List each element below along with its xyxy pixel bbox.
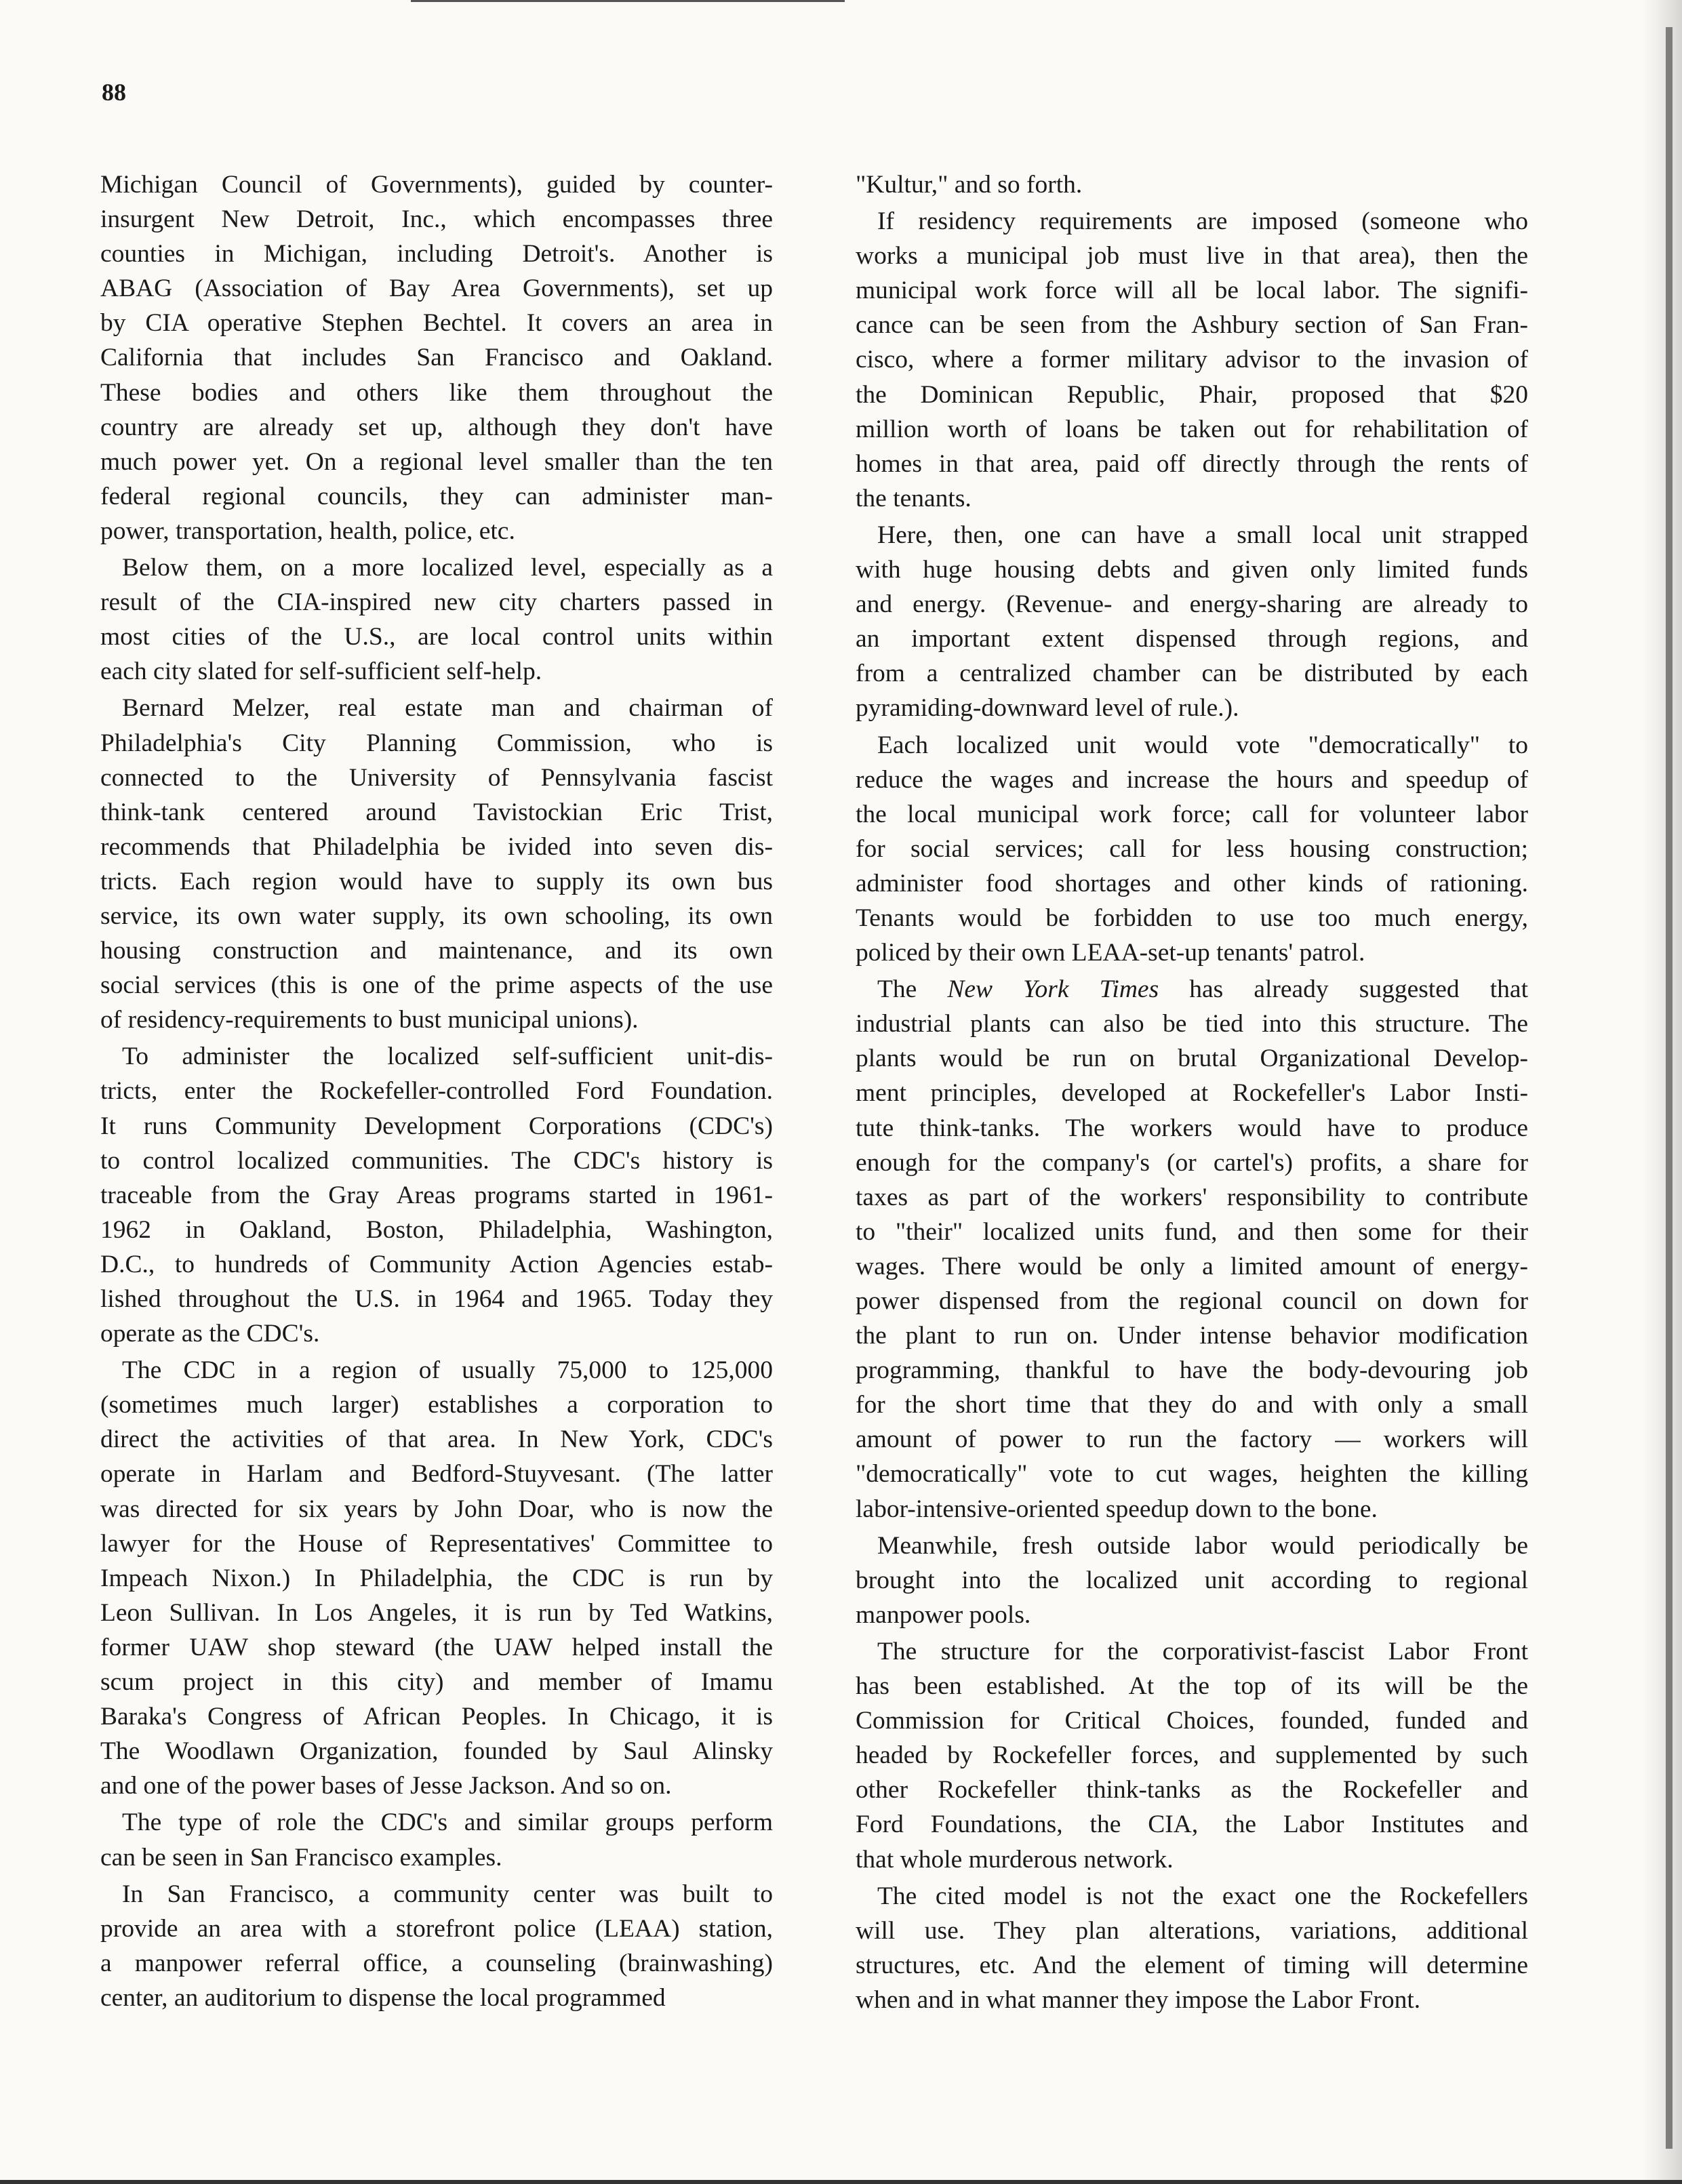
- text-line: federal regional councils, they can administer man-: [100, 482, 773, 510]
- text-line: to "their" localized units fund, and then some for their: [856, 1217, 1528, 1246]
- text-line: the Dominican Republic, Phair, proposed that $20: [856, 380, 1528, 409]
- text-line: provide an area with a storefront police (LEAA) station,: [100, 1914, 773, 1943]
- text-line: cance can be seen from the Ashbury section of San Fran-: [856, 311, 1528, 340]
- text-line: The CDC in a region of usually 75,000 to 125,000: [122, 1356, 773, 1385]
- text-line: "democratically" vote to cut wages, heighten the killing: [856, 1460, 1528, 1489]
- text-line: These bodies and others like them throughout the: [100, 378, 773, 407]
- text-line: can be seen in San Francisco examples.: [100, 1843, 502, 1872]
- paragraph: [100, 1353, 773, 1803]
- text-line: other Rockefeller think-tanks as the Rockefeller and: [856, 1776, 1528, 1804]
- text-line: In San Francisco, a community center was built to: [122, 1880, 773, 1908]
- text-line: from a centralized chamber can be distributed by each: [856, 660, 1528, 688]
- text-line: Tenants would be forbidden to use too much energy,: [856, 904, 1528, 932]
- text-line: scum project in this city) and member of Imamu: [100, 1668, 773, 1697]
- text-line: The Woodlawn Organization, founded by Saul Alinsky: [100, 1737, 773, 1766]
- text-line: for social services; call for less housing construction;: [856, 834, 1528, 863]
- text-line: think-tank centered around Tavistockian Eric Trist,: [100, 798, 773, 826]
- text-line: lawyer for the House of Representatives' Committee to: [100, 1529, 773, 1558]
- text-line: amount of power to run the factory — workers will: [856, 1425, 1528, 1454]
- text-line: will use. They plan alterations, variations, additional: [856, 1916, 1528, 1945]
- text-line: social services (this is one of the prime aspects of the use: [100, 971, 773, 1000]
- text-line: taxes as part of the workers' responsibility to contribute: [856, 1183, 1528, 1211]
- text-line: center, an auditorium to dispense the local programmed: [100, 1983, 666, 2012]
- text-line: tute think-tanks. The workers would have to produce: [856, 1114, 1528, 1142]
- top-rule: [411, 0, 845, 2]
- text-line: power, transportation, health, police, etc.: [100, 517, 515, 545]
- text-line: 1962 in Oakland, Boston, Philadelphia, Washington,: [100, 1215, 773, 1244]
- text-line: Impeach Nixon.) In Philadelphia, the CDC is run by: [100, 1564, 773, 1592]
- text-line: structures, etc. And the element of timing will determine: [856, 1951, 1528, 1979]
- text-line: The New York Times has already suggested that: [877, 975, 1528, 1004]
- text-line: power dispensed from the regional council on down for: [856, 1287, 1528, 1315]
- text-line: wages. There would be only a limited amount of energy-: [856, 1252, 1528, 1280]
- text-line: ABAG (Association of Bay Area Governments), set up: [100, 275, 773, 303]
- text-line: It runs Community Development Corporations (CDC's): [100, 1112, 773, 1140]
- text-line: policed by their own LEAA-set-up tenants' patrol.: [856, 939, 1365, 967]
- text-line: brought into the localized unit according to regional: [856, 1566, 1528, 1594]
- text-line: the local municipal work force; call for volunteer labor: [856, 800, 1528, 828]
- text-line: manpower pools.: [856, 1600, 1031, 1629]
- text-line: The cited model is not the exact one the Rockefellers: [877, 1882, 1528, 1910]
- text-line: Each localized unit would vote "democratically" to: [877, 731, 1528, 759]
- paragraph: [100, 1877, 773, 2015]
- text-line: Philadelphia's City Planning Commission, who is: [100, 729, 773, 757]
- paragraph: [856, 167, 1528, 202]
- text-line: homes in that area, paid off directly through the rents of: [856, 449, 1528, 478]
- text-line: If residency requirements are imposed (someone who: [877, 207, 1528, 236]
- text-line: to control localized communities. The CDC's history is: [100, 1146, 773, 1175]
- text-line: labor-intensive-oriented speedup down to the bone.: [856, 1495, 1378, 1523]
- paragraph: [856, 728, 1528, 971]
- paragraph: [856, 972, 1528, 1526]
- paragraph: [100, 550, 773, 689]
- paragraph: [100, 167, 773, 548]
- text-line: former UAW shop steward (the UAW helped install the: [100, 1633, 773, 1661]
- text-line: traceable from the Gray Areas programs started in 1961-: [100, 1181, 773, 1209]
- paragraph: [856, 204, 1528, 516]
- text-line: California that includes San Francisco and Oakland.: [100, 344, 773, 372]
- text-line: (sometimes much larger) establishes a corporation to: [100, 1391, 773, 1419]
- text-line: enough for the company's (or cartel's) profits, a share for: [856, 1148, 1528, 1177]
- text-line: that whole murderous network.: [856, 1845, 1174, 1874]
- text-line: Meanwhile, fresh outside labor would periodically be: [877, 1531, 1528, 1560]
- text-line: Below them, on a more localized level, especially as a: [122, 554, 773, 582]
- text-line: works a municipal job must live in that area), then the: [856, 242, 1528, 270]
- text-line: To administer the localized self-sufficient unit-dis-: [122, 1043, 773, 1071]
- text-line: Bernard Melzer, real estate man and chairman of: [122, 694, 773, 723]
- text-line: country are already set up, although they don't have: [100, 413, 773, 441]
- paragraph: [856, 1529, 1528, 1632]
- text-line: cisco, where a former military advisor to the invasion of: [856, 346, 1528, 374]
- text-line: Ford Foundations, the CIA, the Labor Institutes and: [856, 1811, 1528, 1839]
- text-line: a manpower referral office, a counseling (brainwashing): [100, 1949, 773, 1977]
- paragraph: [100, 691, 773, 1037]
- right-column: [856, 167, 1528, 2019]
- text-line: million worth of loans be taken out for rehabilitation of: [856, 415, 1528, 443]
- text-line: municipal work force will all be local labor. The signifi-: [856, 277, 1528, 305]
- text-line: with huge housing debts and given only limited funds: [856, 556, 1528, 584]
- text-line: most cities of the U.S., are local control units within: [100, 623, 773, 651]
- text-line: tricts. Each region would have to supply its own bus: [100, 867, 773, 895]
- text-line: lished throughout the U.S. in 1964 and 1965. Today they: [100, 1285, 773, 1313]
- binding-edge: [1643, 0, 1682, 2184]
- text-line: when and in what manner they impose the Labor Front.: [856, 1985, 1421, 2014]
- text-line: plants would be run on brutal Organizational Develop-: [856, 1045, 1528, 1073]
- text-line: Commission for Critical Choices, founded, funded and: [856, 1707, 1528, 1735]
- left-column: [100, 167, 773, 2017]
- text-line: counties in Michigan, including Detroit's. Another is: [100, 240, 773, 268]
- text-line: D.C., to hundreds of Community Action Agencies estab-: [100, 1250, 773, 1278]
- text-line: Michigan Council of Governments), guided by counter-: [100, 171, 773, 199]
- text-line: operate as the CDC's.: [100, 1320, 320, 1348]
- text-line: and one of the power bases of Jesse Jackson. And so on.: [100, 1772, 672, 1800]
- text-line: operate in Harlam and Bedford-Stuyvesant. (The latter: [100, 1460, 773, 1489]
- text-line: an important extent dispensed through regions, and: [856, 625, 1528, 653]
- text-line: connected to the University of Pennsylvania fascist: [100, 763, 773, 792]
- text-line: the tenants.: [856, 484, 972, 512]
- text-line: The structure for the corporativist-fascist Labor Front: [877, 1637, 1528, 1665]
- text-line: was directed for six years by John Doar, who is now the: [100, 1495, 773, 1523]
- bottom-rule: [0, 2180, 1682, 2184]
- text-line: programming, thankful to have the body-devouring job: [856, 1356, 1528, 1385]
- text-line: each city slated for self-sufficient self-help.: [100, 658, 542, 686]
- paragraph: [856, 1879, 1528, 2017]
- text-line: headed by Rockefeller forces, and supplemented by such: [856, 1741, 1528, 1770]
- text-line: direct the activities of that area. In New York, CDC's: [100, 1425, 773, 1454]
- text-line: industrial plants can also be tied into this structure. The: [856, 1010, 1528, 1038]
- text-line: Baraka's Congress of African Peoples. In Chicago, it is: [100, 1703, 773, 1731]
- text-line: "Kultur," and so forth.: [856, 171, 1083, 199]
- text-line: service, its own water supply, its own schooling, its own: [100, 902, 773, 930]
- paragraph: [100, 1039, 773, 1351]
- text-line: the plant to run on. Under intense behavior modification: [856, 1322, 1528, 1350]
- text-line: result of the CIA-inspired new city charters passed in: [100, 588, 773, 617]
- text-line: of residency-requirements to bust municipal unions).: [100, 1006, 639, 1034]
- text-line: Here, then, one can have a small local unit strapped: [877, 521, 1528, 549]
- page-number: 88: [102, 79, 126, 106]
- paragraph: [856, 1634, 1528, 1877]
- text-line: ment principles, developed at Rockefeller's Labor Insti-: [856, 1079, 1528, 1108]
- text-line: Leon Sullivan. In Los Angeles, it is run by Ted Watkins,: [100, 1598, 773, 1627]
- text-line: has been established. At the top of its will be the: [856, 1672, 1528, 1701]
- text-line: administer food shortages and other kinds of rationing.: [856, 869, 1528, 897]
- paragraph: [100, 1805, 773, 1874]
- binding-shadow: [1666, 27, 1673, 2149]
- text-line: by CIA operative Stephen Bechtel. It covers an area in: [100, 309, 773, 338]
- text-line: and energy. (Revenue- and energy-sharing are already to: [856, 590, 1528, 619]
- text-line: pyramiding-downward level of rule.).: [856, 694, 1239, 723]
- text-line: recommends that Philadelphia be ivided into seven dis-: [100, 832, 773, 861]
- text-line: much power yet. On a regional level smaller than the ten: [100, 447, 773, 476]
- text-line: The type of role the CDC's and similar groups perform: [122, 1808, 773, 1837]
- text-line: insurgent New Detroit, Inc., which encompasses three: [100, 205, 773, 234]
- paragraph: [856, 518, 1528, 726]
- text-line: housing construction and maintenance, and its own: [100, 937, 773, 965]
- text-line: tricts, enter the Rockefeller-controlled Ford Foundation.: [100, 1077, 773, 1106]
- text-line: for the short time that they do and with only a small: [856, 1391, 1528, 1419]
- text-line: reduce the wages and increase the hours and speedup of: [856, 765, 1528, 794]
